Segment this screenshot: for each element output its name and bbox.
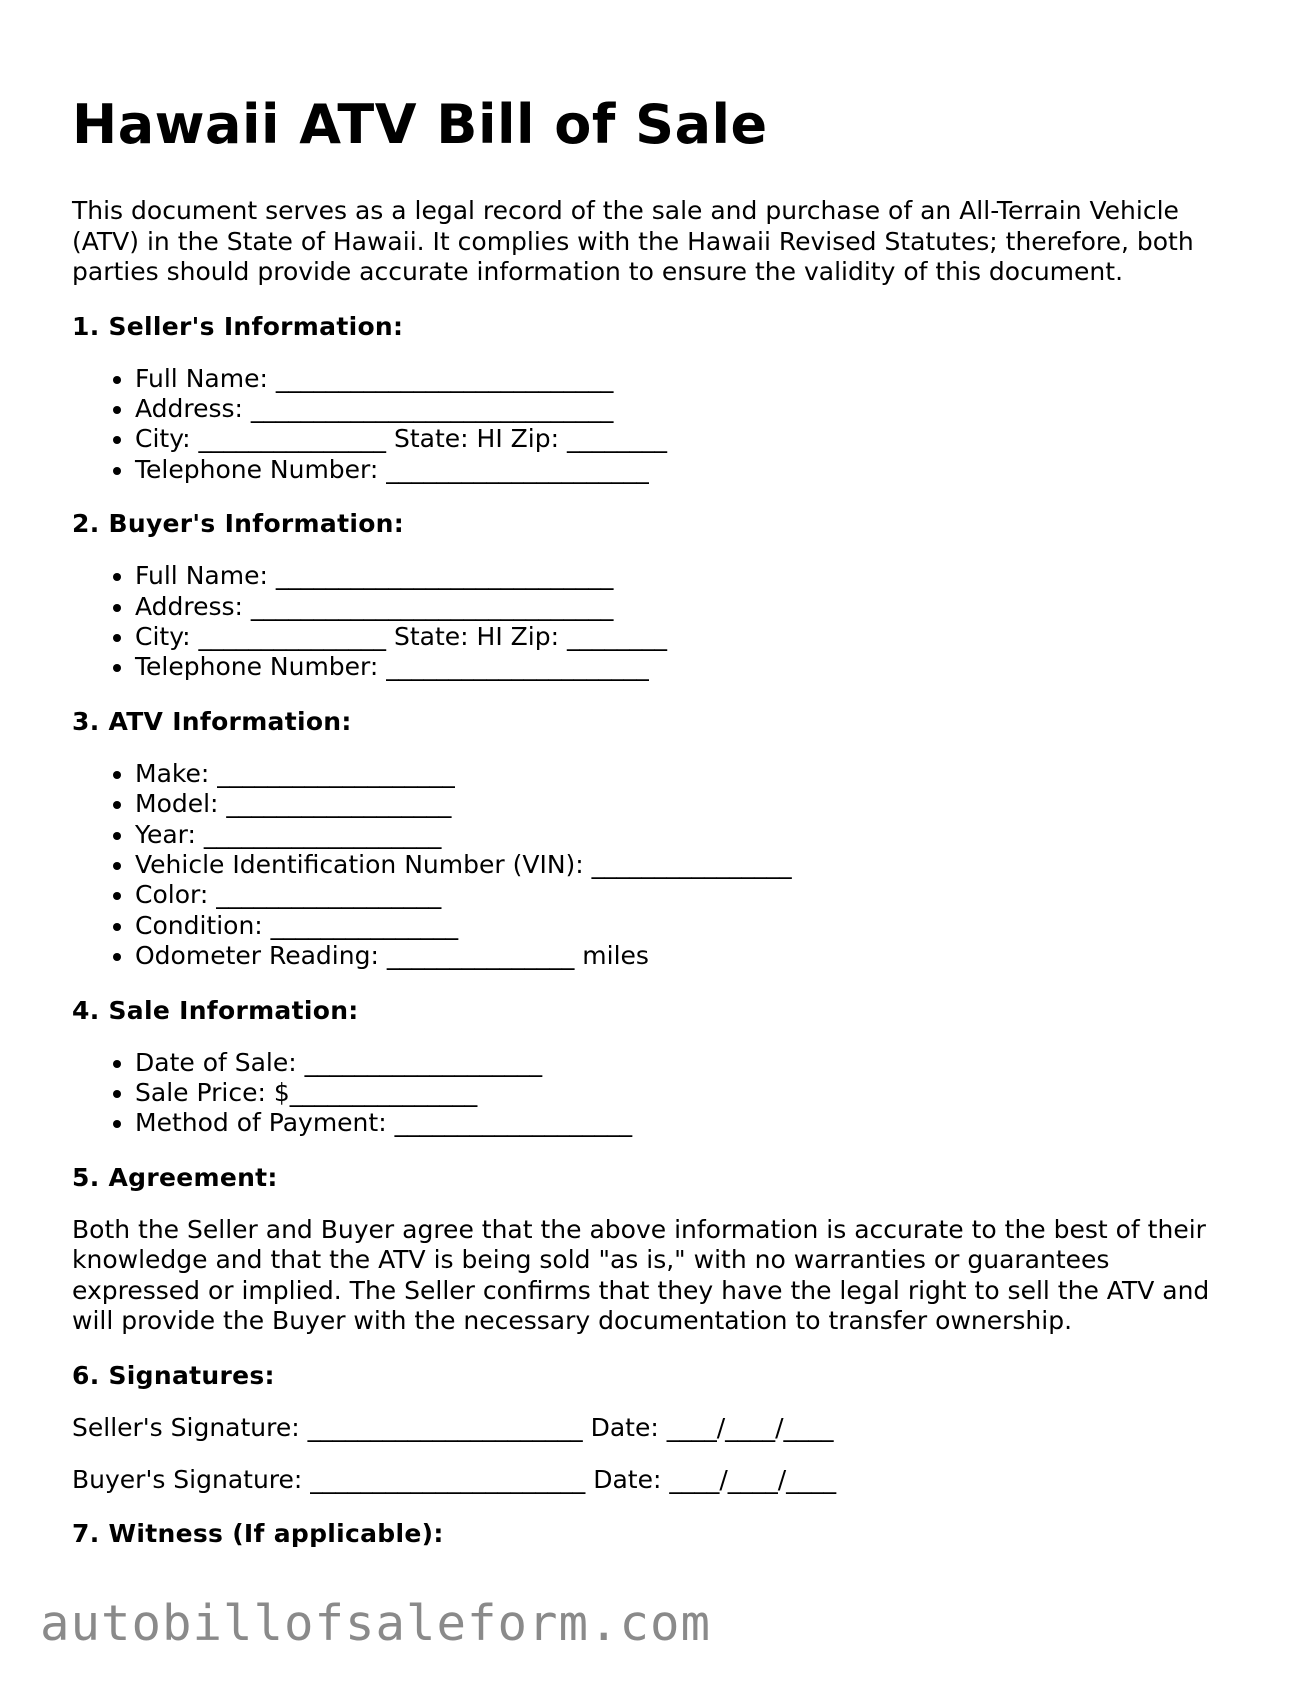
document-page (72, 0, 1232, 1549)
payment-method-field[interactable]: • Method of Payment: ___________________ (135, 1108, 1232, 1138)
buyer-city-state-zip-field[interactable]: • City: _______________ State: HI Zip: ________ (135, 622, 1232, 652)
sale-heading: 4. Sale Information: (72, 995, 359, 1025)
page-title: Hawaii ATV Bill of Sale (72, 93, 768, 156)
atv-list (72, 759, 1232, 972)
atv-vin-field[interactable]: • Vehicle Identification Number (VIN): ________________ (135, 850, 1232, 880)
atv-condition-field[interactable]: • Condition: _______________ (135, 911, 1232, 941)
sale-list (72, 1048, 1232, 1139)
agreement-text: Both the Seller and Buyer agree that the above information is accurate to the best of their knowledge and that the ATV is being sold "as is," with no warranties or guarantees expressed or implied. The Seller confirms that they have the legal right to sell the ATV and will provide the Buyer with the necessary documentation to transfer ownership. (72, 1214, 1210, 1336)
atv-year-field[interactable]: • Year: ___________________ (135, 820, 1232, 850)
seller-heading: 1. Seller's Information: (72, 311, 404, 341)
signatures-heading: 6. Signatures: (72, 1360, 275, 1390)
atv-model-field[interactable]: • Model: __________________ (135, 789, 1232, 819)
buyer-address-field[interactable]: • Address: _____________________________ (135, 592, 1232, 622)
agreement-heading: 5. Agreement: (72, 1162, 278, 1192)
seller-city-state-zip-field[interactable]: • City: _______________ State: HI Zip: ________ (135, 424, 1232, 454)
seller-signature-line[interactable]: Seller's Signature: ______________________ Date: ____/____/____ (72, 1412, 834, 1442)
watermark-text: autobillofsaleform.com (40, 1595, 712, 1652)
buyer-list (72, 561, 1232, 683)
seller-full-name-field[interactable]: • Full Name: ___________________________ (135, 364, 1232, 394)
seller-telephone-field[interactable]: • Telephone Number: _____________________ (135, 455, 1232, 485)
atv-odometer-field[interactable]: • Odometer Reading: _______________ miles (135, 941, 1232, 971)
atv-make-field[interactable]: • Make: ___________________ (135, 759, 1232, 789)
sale-price-field[interactable]: • Sale Price: $_______________ (135, 1078, 1232, 1108)
intro-paragraph: This document serves as a legal record of the sale and purchase of an All-Terrain Vehicle (ATV) in the State of Hawaii. It complies with the Hawaii Revised Statutes; therefore, both parties should provide accurate information to ensure the validity of this document. (72, 196, 1194, 286)
buyer-signature-line[interactable]: Buyer's Signature: ______________________ Date: ____/____/____ (72, 1464, 837, 1494)
witness-heading: 7. Witness (If applicable): (72, 1518, 444, 1548)
seller-address-field[interactable]: • Address: _____________________________ (135, 394, 1232, 424)
buyer-telephone-field[interactable]: • Telephone Number: _____________________ (135, 652, 1232, 682)
atv-color-field[interactable]: • Color: __________________ (135, 880, 1232, 910)
buyer-full-name-field[interactable]: • Full Name: ___________________________ (135, 561, 1232, 591)
seller-list (72, 364, 1232, 486)
atv-heading: 3. ATV Information: (72, 706, 352, 736)
sale-date-field[interactable]: • Date of Sale: ___________________ (135, 1048, 1232, 1078)
buyer-heading: 2. Buyer's Information: (72, 509, 405, 539)
